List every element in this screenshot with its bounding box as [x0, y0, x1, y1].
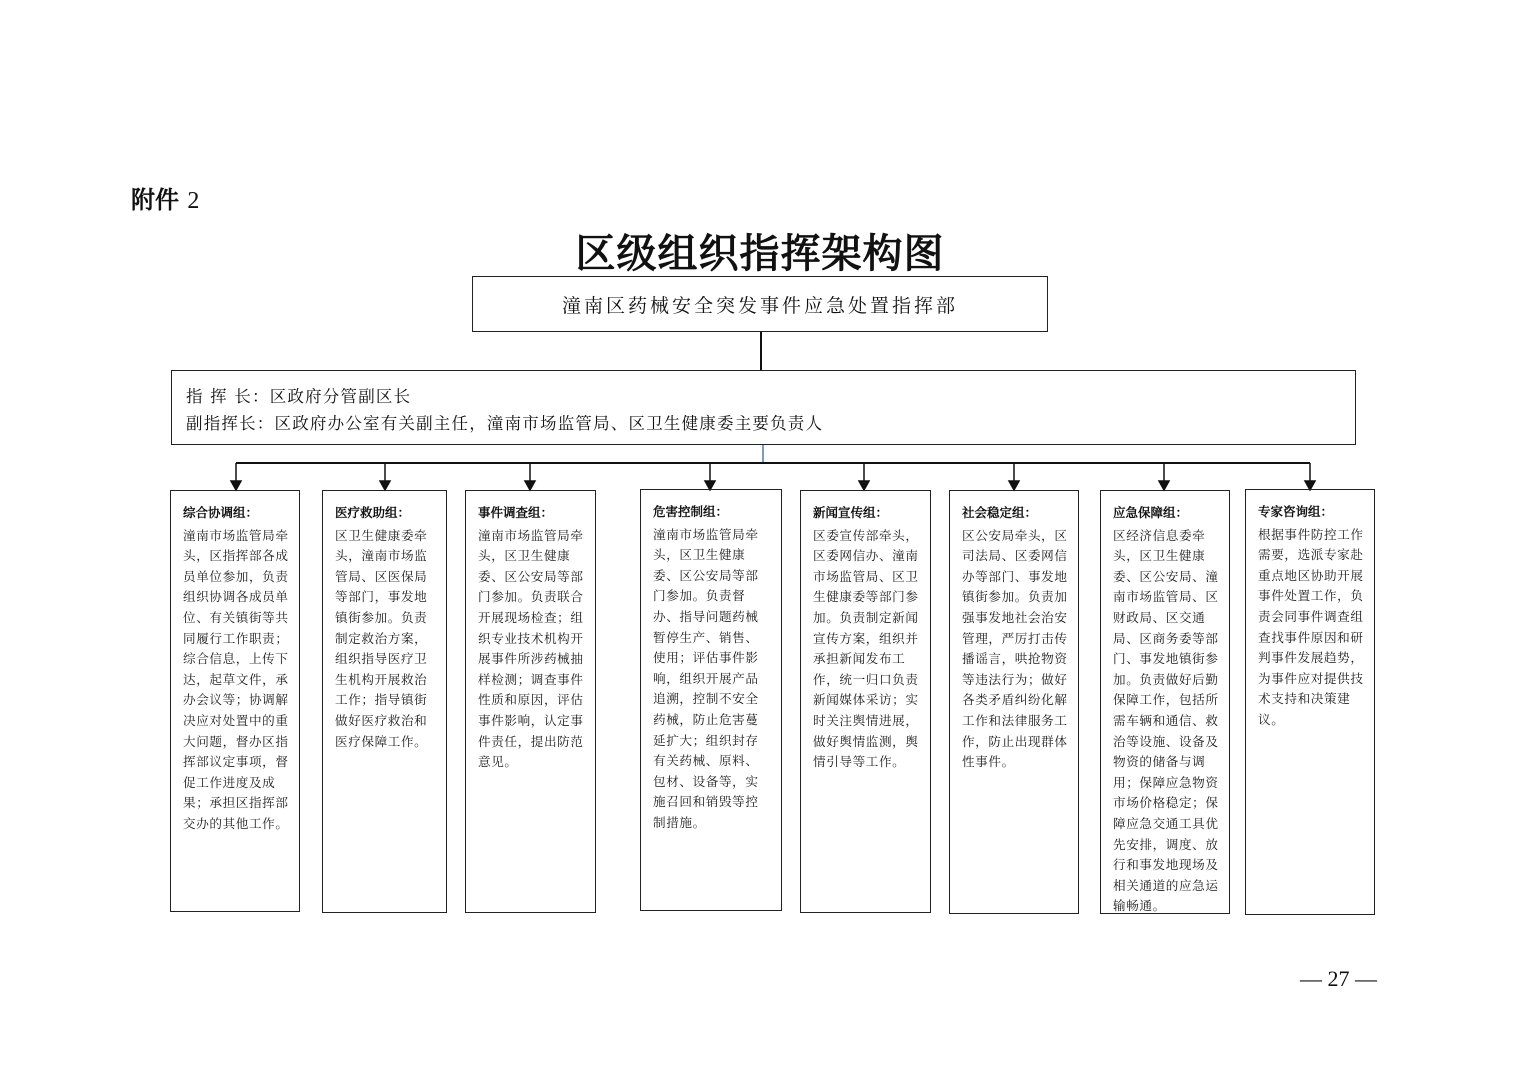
group-description: 区经济信息委牵头，区卫生健康委、区公安局、潼南市场监管局、区财政局、区交通局、区商务委等部门、事发地镇街参加。负责做好后勤保障工作，包括所需车辆和通信、救治等设施、设备及物资的储备与调用；保障应急物资市场价格稳定；保障应急交通工具优先安排，调度、放行和事发地现场及相关通道的应急运输畅通。 — [1113, 527, 1219, 914]
group-box-coordination — [170, 490, 300, 912]
group-box-publicity — [800, 490, 931, 913]
attachment-text: 附件 — [131, 186, 179, 214]
group-name: 医疗救助组： — [335, 505, 411, 520]
group-name: 危害控制组： — [653, 504, 729, 519]
group-box-hazard-control — [640, 489, 782, 911]
command-box — [171, 370, 1356, 445]
group-description: 潼南市场监管局牵头，区卫生健康委、区公安局等部门参加。负责联合开展现场检查；组织专业技术机构开展事件所涉药械抽样检测；调查事件性质和原因，评估事件影响，认定事件责任，提出防范意见。 — [478, 527, 584, 770]
group-name: 应急保障组： — [1113, 505, 1189, 520]
group-description: 潼南市场监管局牵头，区指挥部各成员单位参加，负责组织协调各成员单位、有关镇街等共同履行工作职责；综合信息，上传下达，起草文件，承办会议等；协调解决应对处置中的重大问题，督办区指挥部议定事项，督促工作进度及成果；承担区指挥部交办的其他工作。 — [183, 527, 289, 831]
attachment-label — [131, 180, 199, 215]
deputy-commander-line: 副指挥长：区政府办公室有关副主任，潼南市场监管局、区卫生健康委主要负责人 — [186, 414, 824, 433]
page-title: 区级组织指挥架构图 — [575, 231, 945, 277]
commander-line: 指 挥 长：区政府分管副区长 — [186, 387, 412, 406]
group-box-expert-consultation — [1245, 489, 1375, 915]
group-box-medical — [322, 490, 447, 913]
group-name: 新闻宣传组： — [813, 505, 889, 520]
group-description: 区委宣传部牵头，区委网信办、潼南市场监管局、区卫生健康委等部门参加。负责制定新闻宣传方案，组织并承担新闻发布工作，统一归口负责新闻媒体采访；实时关注舆情进展，做好舆情监测，舆情引导等工作。 — [813, 527, 919, 770]
group-description: 区公安局牵头，区司法局、区委网信办等部门、事发地镇街参加。负责加强事发地社会治安管理，严厉打击传播谣言，哄抢物资等违法行为；做好各类矛盾纠纷化解工作和法律服务工作，防止出现群体性事件。 — [962, 527, 1068, 770]
group-description: 根据事件防控工作需要，选派专家赴重点地区协助开展事件处置工作，负责会同事件调查组查找事件原因和研判事件发展趋势，为事件应对提供技术支持和决策建议。 — [1258, 526, 1364, 727]
attachment-number: 2 — [187, 188, 200, 214]
headquarters-box: 潼南区药械安全突发事件应急处置指挥部 — [472, 276, 1048, 332]
group-description: 区卫生健康委牵头，潼南市场监管局、区医保局等部门，事发地镇街参加。负责制定救治方案，组织指导医疗卫生机构开展救治工作；指导镇街做好医疗救治和医疗保障工作。 — [335, 527, 428, 749]
group-box-emergency-support — [1100, 490, 1230, 914]
group-box-social-stability — [949, 490, 1079, 914]
group-name: 综合协调组： — [183, 505, 259, 520]
page-number: — 27 — — [1300, 966, 1377, 991]
group-box-investigation — [465, 490, 596, 913]
group-name: 专家咨询组： — [1258, 504, 1334, 519]
group-name: 社会稳定组： — [962, 505, 1038, 520]
group-description: 潼南市场监管局牵头，区卫生健康委、区公安局等部门参加。负责督办、指导问题药械暂停生产、销售、使用；评估事件影响，组织开展产品追溯，控制不安全药械，防止危害蔓延扩大；组织封存有关药械、原料、包材、设备等，实施召回和销毁等控制措施。 — [653, 526, 759, 830]
group-name: 事件调查组： — [478, 505, 554, 520]
